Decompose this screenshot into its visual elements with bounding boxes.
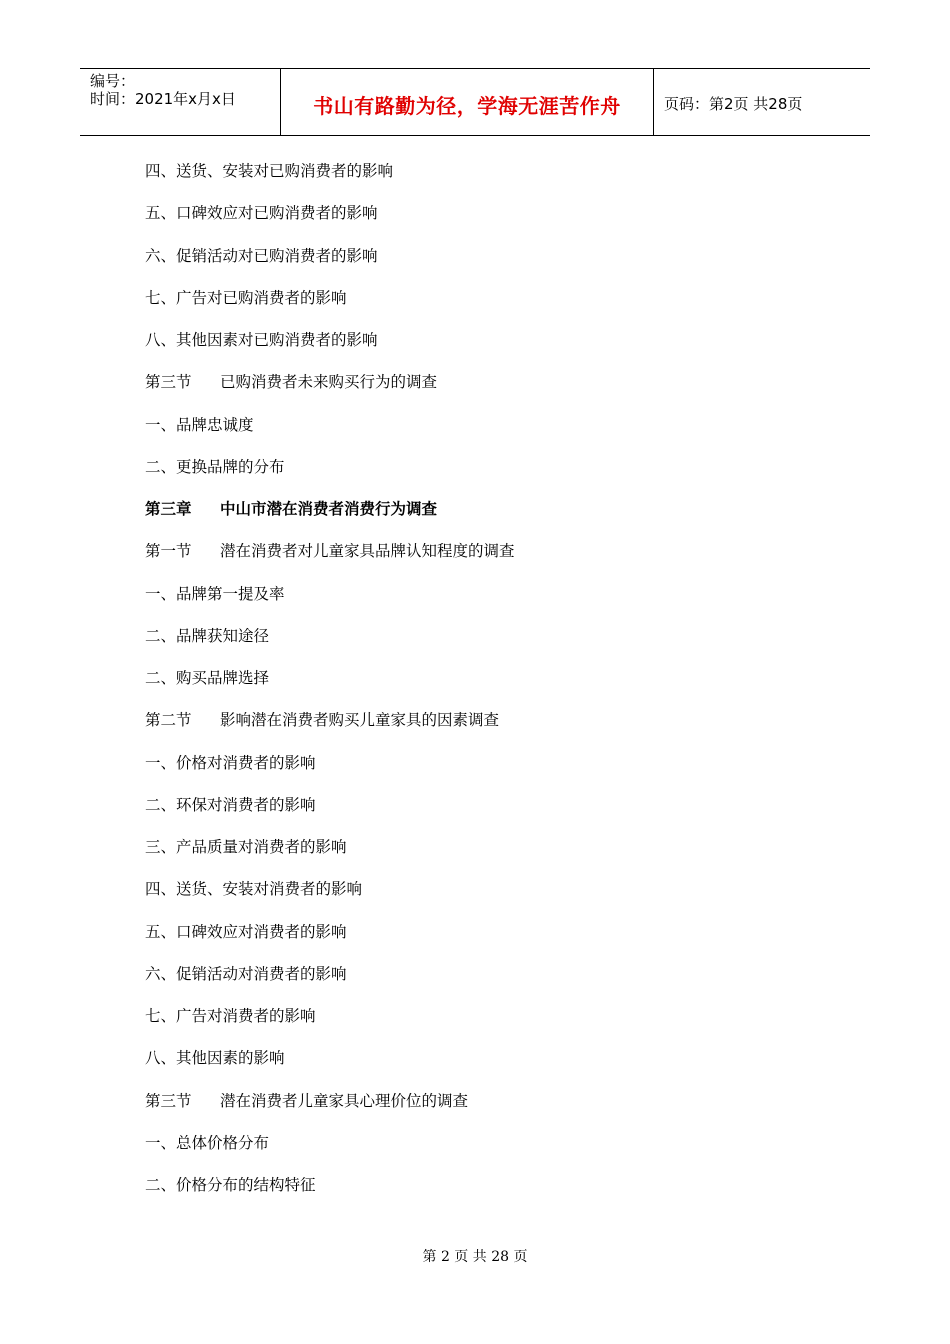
toc-item <box>145 412 515 454</box>
header-meta <box>80 69 281 135</box>
toc-heading <box>145 1088 515 1130</box>
toc-item-text: 一、品牌忠诚度 <box>145 415 254 434</box>
toc-item-text: 三、产品质量对消费者的影响 <box>145 838 347 856</box>
toc-item-text: 六、促销活动对已购消费者的影响 <box>145 246 378 265</box>
toc-heading-number: 第一节 <box>145 542 192 561</box>
toc-item-text: 四、送货、安装对消费者的影响 <box>145 880 363 899</box>
toc-item-text: 中山市潜在消费者消费行为调查 <box>220 499 438 518</box>
toc-item <box>145 454 515 496</box>
toc-item-text: 二、环保对消费者的影响 <box>145 795 316 814</box>
toc-item <box>145 961 515 1003</box>
toc-item <box>145 1130 515 1172</box>
toc-item <box>145 581 515 623</box>
toc-item-text: 已购消费者未来购买行为的调查 <box>220 373 438 392</box>
toc-heading <box>145 496 515 538</box>
toc-item <box>145 200 515 242</box>
toc-item-text: 二、更换品牌的分布 <box>145 457 285 476</box>
document-number-label: 编号： <box>90 72 136 90</box>
toc-item <box>145 1172 515 1214</box>
toc-item-text: 一、品牌第一提及率 <box>145 584 285 603</box>
toc-item-text: 五、口碑效应对已购消费者的影响 <box>145 204 378 223</box>
toc-item <box>145 623 515 665</box>
toc-heading <box>145 369 515 411</box>
toc-item-text: 四、送货、安装对已购消费者的影响 <box>145 162 394 180</box>
toc-item <box>145 327 515 369</box>
page-footer: 第 2 页 共 28 页 <box>422 1249 528 1265</box>
toc-heading <box>145 707 515 749</box>
toc-item <box>145 285 515 327</box>
toc-item-text: 六、促销活动对消费者的影响 <box>145 964 347 983</box>
toc-item-text: 潜在消费者对儿童家具品牌认知程度的调查 <box>220 542 515 561</box>
toc-item <box>145 243 515 285</box>
toc-item-text: 七、广告对消费者的影响 <box>145 1007 316 1025</box>
toc-item <box>145 834 515 876</box>
document-date-label: 时间：2021年x月x日 <box>90 90 236 108</box>
toc-heading-number: 第三节 <box>145 1091 192 1110</box>
toc-item-text: 一、价格对消费者的影响 <box>145 753 316 772</box>
toc-item <box>145 876 515 918</box>
toc-item-text: 五、口碑效应对消费者的影响 <box>145 922 347 941</box>
toc-item-text: 八、其他因素对已购消费者的影响 <box>145 331 378 349</box>
toc-item-text: 二、购买品牌选择 <box>145 669 270 687</box>
header-page-label: 页码：第2页 共28页 <box>664 94 803 113</box>
toc-item <box>145 665 515 707</box>
header-motto: 书山有路勤为径，学海无涯苦作舟 <box>281 69 654 135</box>
toc-item-text: 一、总体价格分布 <box>145 1133 270 1152</box>
toc-heading-number: 第二节 <box>145 711 192 730</box>
toc-item <box>145 750 515 792</box>
page-header <box>80 68 870 136</box>
toc-item-text: 影响潜在消费者购买儿童家具的因素调查 <box>220 711 500 730</box>
toc-item-text: 二、价格分布的结构特征 <box>145 1176 316 1194</box>
toc-item <box>145 1003 515 1045</box>
toc-heading-number: 第三章 <box>145 499 192 518</box>
toc-item <box>145 1045 515 1087</box>
toc-heading <box>145 538 515 580</box>
toc-item <box>145 919 515 961</box>
table-of-contents <box>145 158 515 1214</box>
toc-item <box>145 158 515 200</box>
toc-item-text: 八、其他因素的影响 <box>145 1049 285 1068</box>
toc-item <box>145 792 515 834</box>
toc-item-text: 七、广告对已购消费者的影响 <box>145 288 347 307</box>
toc-item-text: 潜在消费者儿童家具心理价位的调查 <box>220 1091 469 1110</box>
toc-item-text: 二、品牌获知途径 <box>145 626 270 645</box>
toc-heading-number: 第三节 <box>145 373 192 392</box>
